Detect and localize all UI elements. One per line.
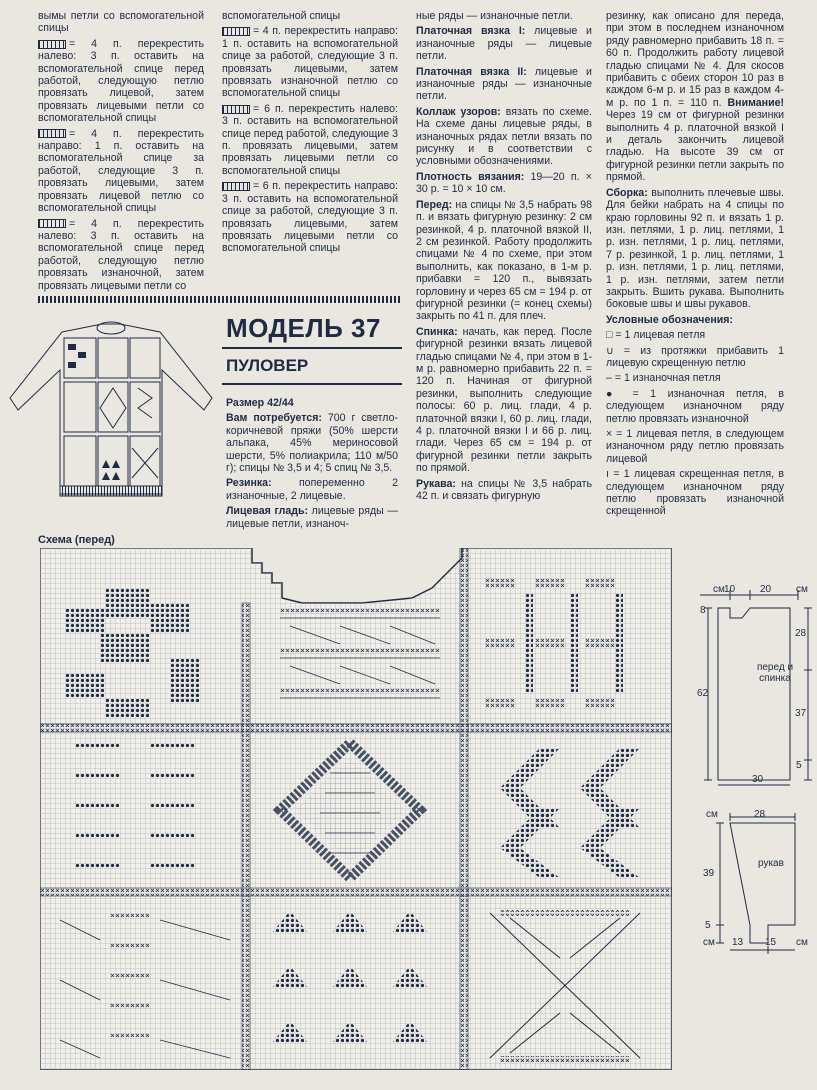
text-column-4 xyxy=(606,10,784,521)
materials-text: 700 г светло-коричневой пряжи (50% шерсти альпака, 45% мериносовой шерсти, 5% полиакрила; 110 м/50 г); спицы № 3,5 и 4; 5 спиц № 3,5. xyxy=(226,412,398,475)
sweater-sketch-illustration xyxy=(2,318,220,508)
dim-bottom: 30 xyxy=(752,774,764,785)
title-rule xyxy=(222,347,402,349)
paragraph xyxy=(416,171,592,196)
materials-block xyxy=(226,397,398,533)
paragraph-heading: Перед: xyxy=(416,198,453,211)
paragraph xyxy=(222,10,398,22)
paragraph xyxy=(222,180,398,254)
paragraph xyxy=(606,388,784,425)
unit-label-sleeve: см xyxy=(706,809,718,820)
paragraph-heading: Платочная вязка II: xyxy=(416,65,527,78)
text-column-2 xyxy=(222,10,398,258)
paragraph-text: ı = 1 лицевая скрещенная петля, в следующем изнаночном ряду петлю провязать изнаночной скрещенной xyxy=(606,468,784,518)
paragraph-text: вязать по схеме. На схеме даны лицевые ряды, в изнаночных рядах петли вязать по рисунку и в соответствии с условными обозначениями. xyxy=(416,105,593,168)
paragraph xyxy=(222,103,398,177)
model-title: МОДЕЛЬ 37 xyxy=(226,313,381,343)
paragraph-text: □ = 1 лицевая петля xyxy=(606,329,706,342)
paragraph-heading: Сборка: xyxy=(606,186,648,199)
sleeve-schematic xyxy=(700,805,815,955)
paragraph xyxy=(606,372,784,384)
dim-total: 62 xyxy=(697,688,709,699)
paragraph xyxy=(606,10,784,184)
paragraph xyxy=(416,326,592,475)
cable-symbol-icon xyxy=(222,182,250,191)
paragraph xyxy=(606,428,784,465)
paragraph xyxy=(606,314,784,326)
paragraph-text: = 6 п. перекрестить налево: 3 п. оставить на вспомогательной спице перед работой, следующие 3 п. провязать лицевыми, затем провязать лицевыми петли со вспомогательной спицы xyxy=(222,102,398,177)
paragraph xyxy=(38,218,204,292)
paragraph xyxy=(606,187,784,311)
unit-label-front: см xyxy=(713,584,725,595)
dim-rib: 5 xyxy=(796,760,802,771)
paragraph xyxy=(416,25,592,62)
cable-symbol-icon xyxy=(222,105,250,114)
paragraph-text: на спицы № 3,5 набрать 42 п. и связать фигурную xyxy=(416,477,592,503)
rib-text: попеременно 2 изнаночные, 2 лицевые. xyxy=(226,477,398,502)
paragraph-text: = 4 п. перекрестить направо: 1 п. оставить на вспомогательной спице за работой, следующие 3 п. провязать лицевыми, затем провязать лицевой петлю со вспомогательной спицы xyxy=(38,127,204,215)
paragraph-text: = 6 п. перекрестить направо: 3 п. оставить на вспомогательной спице за работой, следующие 3 п. провязать лицевыми, затем провязать лицевыми петли со вспомогательной спицы xyxy=(222,180,398,255)
scheme-label: Схема (перед) xyxy=(38,534,115,546)
dim-neck: 8 xyxy=(700,605,706,616)
size-label: Размер 42/44 xyxy=(226,397,294,409)
dim-top-left: 10 xyxy=(724,584,736,595)
paragraph xyxy=(416,478,592,503)
paragraph-heading: Спинка: xyxy=(416,325,458,338)
paragraph-text: начать, как перед. После фигурной резинки вязать лицевой гладью спицами № 4, при этом в 1-м р. равномерно прибавить 22 п. = 120 п. Начиная от фигурной резинки, выполнить следующие полосы: 60 р. лиц. глади, 4 р. платочной вязки I, 60 р. лиц. глади, 4 р. платочной вязки I и 66 р. лиц. глади. Через 65 см = 194 р. от фигурной резинки петли закрыть по прямой. xyxy=(416,325,592,475)
paragraph-text: = 4 п. перекрестить налево: 3 п. оставить на вспомогательной спице перед работой, следующую петлю провязать лицевой, затем провязать лицевыми петли со вспомогательной спицы xyxy=(38,37,204,125)
rib-label: Резинка: xyxy=(226,477,272,490)
paragraph-text: вымы петли со вспомогательной спицы xyxy=(38,10,204,35)
paragraph-text: × = 1 лицевая петля, в следующем изнаночном ряду петлю провязать лицевой xyxy=(606,428,784,465)
unit-label-sleeve-bottom: см xyxy=(703,937,715,948)
section-divider xyxy=(38,296,400,303)
dim-upper: 28 xyxy=(795,628,807,639)
paragraph xyxy=(416,10,592,22)
paragraph-text: лицевые и изнаночные ряды — изнаночные петли. xyxy=(416,65,592,103)
sleeve-dim-bottom-left: 13 xyxy=(732,937,744,948)
paragraph-text: 19—20 п. × 30 р. = 10 × 10 см. xyxy=(416,170,592,196)
cable-symbol-icon xyxy=(38,129,66,138)
text-column-3 xyxy=(416,10,592,505)
paragraph xyxy=(416,66,592,103)
model-subtitle: ПУЛОВЕР xyxy=(226,356,309,375)
dim-lower: 37 xyxy=(795,708,807,719)
paragraph-heading: Рукава: xyxy=(416,477,456,490)
paragraph xyxy=(38,38,204,125)
paragraph-text: на спицы № 3,5 набрать 98 п. и вязать фигурную резинку: 2 см резинкой, 4 р. платочной вязкой II, 2 см резинкой. Работу продолжить спицами № 4 по схеме, при этом выполнить, как показано, в 1-м р. прибавки = 120 п., вывязать горловину и через 65 см = 194 р. от фигурной резинки (= конец схемы) закрыть по 41 п. для плеч. xyxy=(416,198,592,323)
paragraph-text: = 4 п. перекрестить налево: 3 п. оставить на вспомогательной спице перед работой, следующую петлю провязать изнаночной, затем провязать лицевыми петли со xyxy=(38,217,204,292)
paragraph-text: ные ряды — изнаночные петли. xyxy=(416,10,573,22)
unit-label-front-right: см xyxy=(796,584,808,595)
paragraph-heading: Условные обозначения: xyxy=(606,313,733,326)
paragraph xyxy=(606,468,784,518)
front-back-label: перед и спинка xyxy=(756,662,794,684)
paragraph-heading: Плотность вязания: xyxy=(416,170,525,183)
paragraph-text: резинку, как описано для переда, при этом в последнем изнаночном ряду равномерно прибавить 18 п. = 60 п. Продолжить работу лицевой гладью спицами № 4. Для скосов прибавить с обеих сторон 10 раз в каждом 6-м р. и 15 раз в каждом 4-м р. по 1 п. = 110 п. xyxy=(606,10,784,109)
paragraph xyxy=(38,128,204,215)
paragraph-text: = 4 п. перекрестить направо: 1 п. оставить на вспомогательной спице за работой, следующие 3 п. провязать лицевыми, затем провязать изнаночной петлю со вспомогательной спицы xyxy=(222,25,398,100)
paragraph-text: Через 19 см от фигурной резинки выполнить 4 р. платочной вязкой I и деталь закончить лицевой гладью. На высоте 39 см от фигурной резинки петли закрыть по прямой. xyxy=(606,109,784,184)
paragraph-text: вспомогательной спицы xyxy=(222,10,341,22)
sleeve-dim-height: 39 xyxy=(703,868,715,879)
cable-symbol-icon xyxy=(38,219,66,228)
paragraph-text: – = 1 изнаночная петля xyxy=(606,372,721,385)
paragraph-text: лицевые и изнаночные ряды — лицевые петли. xyxy=(416,25,592,63)
dim-top-right: 20 xyxy=(760,584,772,595)
unit-label-sleeve-right: см xyxy=(796,937,808,948)
subtitle-rule xyxy=(222,383,402,385)
paragraph xyxy=(222,25,398,99)
paragraph-emphasis: Внимание! xyxy=(727,96,784,109)
paragraph xyxy=(38,10,204,35)
paragraph xyxy=(416,106,592,168)
paragraph-text: ● = 1 изнаночная петля, в следующем изнаночном ряду петлю провязать изнаночной xyxy=(606,387,784,425)
knitting-chart xyxy=(40,548,672,1070)
stockinette-label: Лицевая гладь: xyxy=(226,505,309,518)
sleeve-dim-rib: 5 xyxy=(705,920,711,931)
text-column-1 xyxy=(38,10,204,295)
paragraph-heading: Платочная вязка I: xyxy=(416,25,526,38)
cable-symbol-icon xyxy=(38,40,66,49)
cable-symbol-icon xyxy=(222,27,250,36)
sleeve-label: рукав xyxy=(758,858,784,869)
paragraph xyxy=(606,329,784,341)
paragraph-text: выполнить плечевые швы. Для бейки набрать на 4 спицы по краю горловины 92 п. и вязать 1 р. изн. петлями, 1 р. лиц. петлями, 1 р. изн. петлями, 1 р. лиц. петлями, 7 р. резинкой, 1 р. лиц. петлями, 1 р. изн. петлями, 1 р. лиц. петлями, 1 р. изн. петлями, затем петли закрыть. Вшить рукава. Выполнить боковые швы и швы рукавов. xyxy=(606,186,784,311)
front-back-schematic xyxy=(690,580,815,790)
paragraph xyxy=(416,199,592,323)
paragraph xyxy=(606,345,784,370)
sleeve-dim-bottom-right: 15 xyxy=(765,937,777,948)
paragraph-heading: Коллаж узоров: xyxy=(416,105,501,118)
paragraph-text: ∪ = из протяжки прибавить 1 лицевую скрещенную петлю xyxy=(606,344,784,369)
sleeve-dim-top: 28 xyxy=(754,809,766,820)
materials-label: Вам потребуется: xyxy=(226,412,322,425)
stockinette-text: лицевые ряды — лицевые петли, изнаноч- xyxy=(226,505,398,530)
